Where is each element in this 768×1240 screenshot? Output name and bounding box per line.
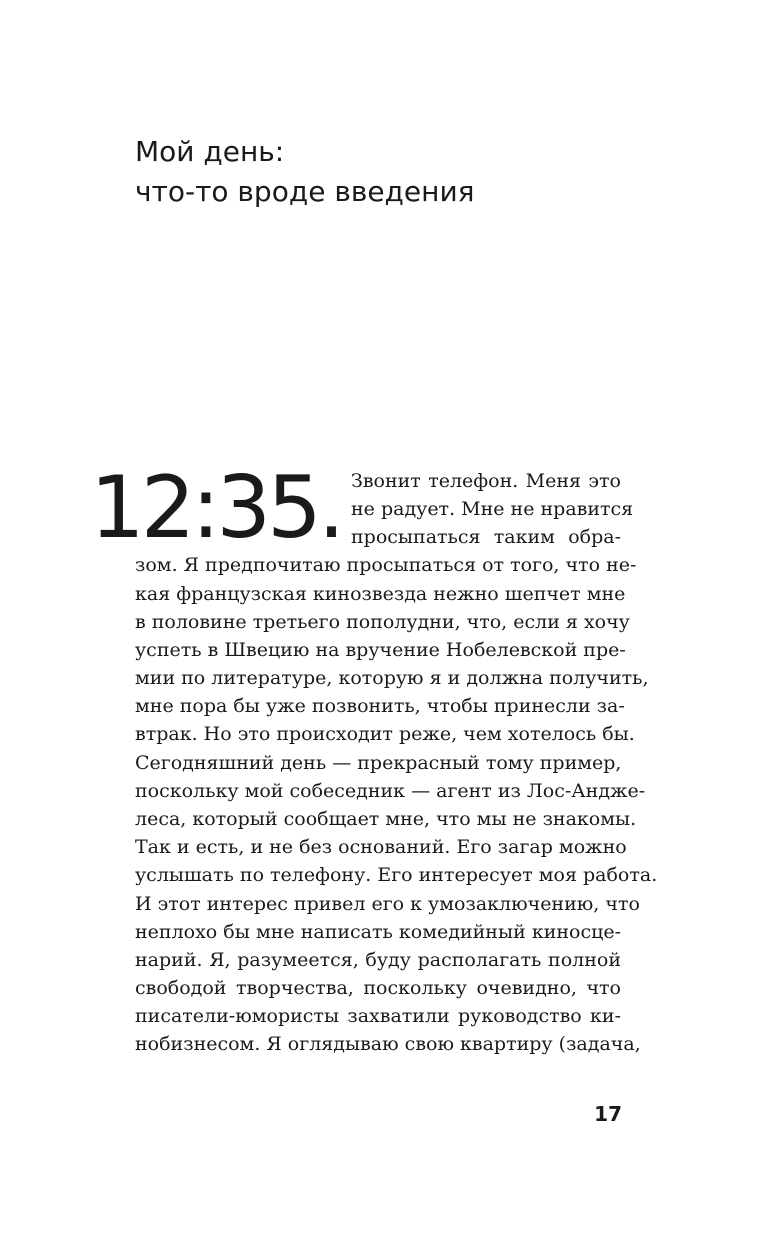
text-line: леса, который сообщает мне, что мы не знакомы.: [135, 808, 637, 830]
text-line: Сегодняшний день — прекрасный тому пример,: [135, 752, 622, 774]
text-line: писатели-юмористы захватили руководство ки-: [135, 1005, 621, 1027]
text-line: нарий. Я, разумеется, буду располагать полной: [135, 949, 621, 971]
text-line: Так и есть, и не без оснований. Его загар можно: [135, 836, 627, 858]
text-line: поскольку мой собеседник — агент из Лос-Андже-: [135, 780, 646, 802]
text-line: зом. Я предпочитаю просыпаться от того, что не-: [135, 554, 637, 576]
text-line: И этот интерес привел его к умозаключению, что: [135, 893, 640, 915]
text-line: втрак. Но это происходит реже, чем хотелось бы.: [135, 723, 635, 745]
text-line: Звонит телефон. Меня это: [351, 470, 621, 492]
chapter-title-line-2: что-то вроде введения: [135, 175, 475, 208]
text-line: неплохо бы мне написать комедийный киносце-: [135, 921, 621, 943]
text-line: в половине третьего пополудни, что, если я хочу: [135, 611, 630, 633]
page-number: 17: [594, 1102, 622, 1126]
text-line: нобизнесом. Я оглядываю свою квартиру (задача,: [135, 1033, 641, 1055]
text-line: успеть в Швецию на вручение Нобелевской пре-: [135, 639, 626, 661]
chapter-title-line-1: Мой день:: [135, 135, 285, 168]
text-line: кая французская кинозвезда нежно шепчет мне: [135, 583, 626, 605]
text-line: мне пора бы уже позвонить, чтобы принесли за-: [135, 695, 625, 717]
dropcap-time: 12:35.: [90, 458, 342, 558]
text-line: просыпаться таким обра-: [351, 526, 621, 548]
text-line: услышать по телефону. Его интересует моя работа.: [135, 864, 658, 886]
text-line: мии по литературе, которую я и должна получить,: [135, 667, 649, 689]
text-line: свободой творчества, поскольку очевидно, что: [135, 977, 621, 999]
text-line: не радует. Мне не нравится: [351, 498, 634, 520]
